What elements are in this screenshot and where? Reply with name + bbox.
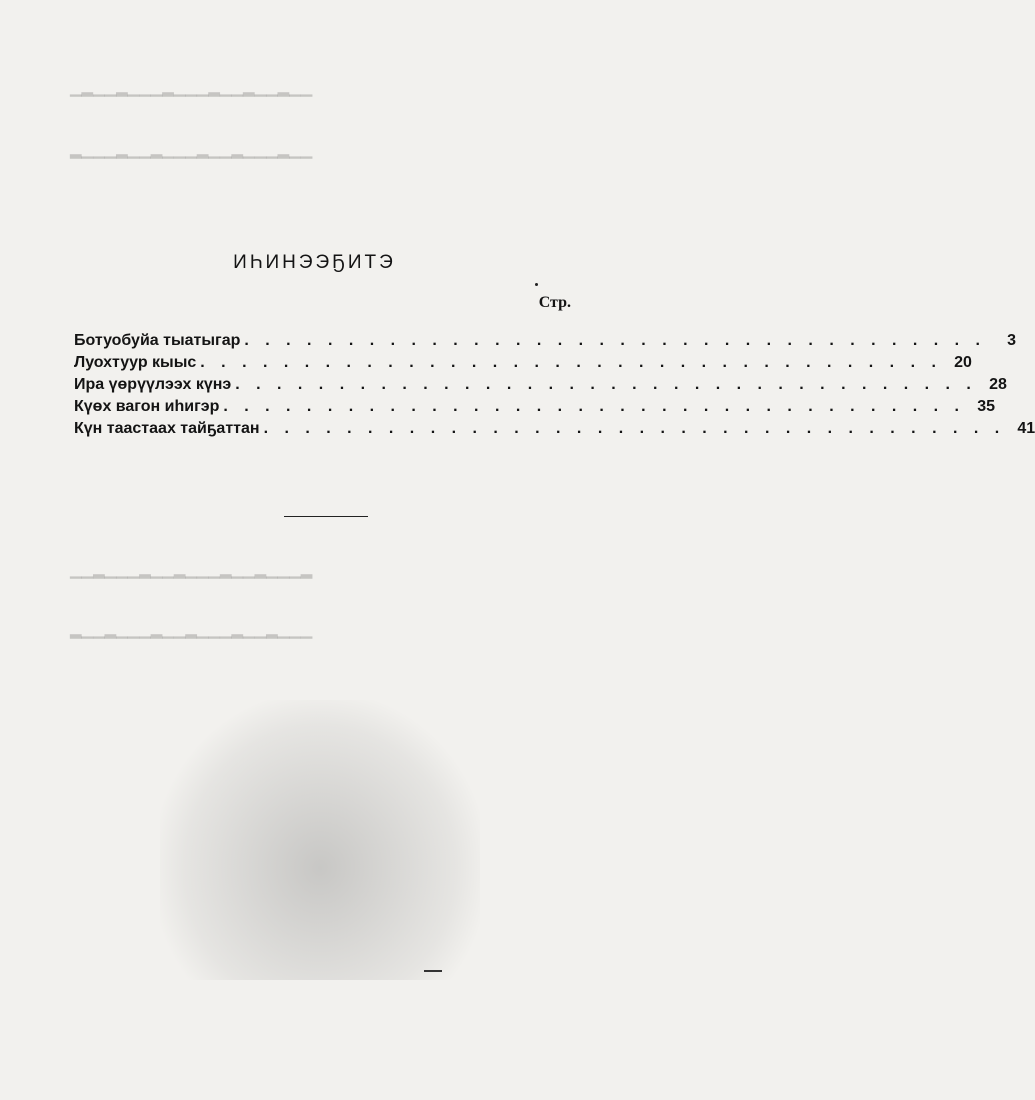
toc-entry[interactable]	[74, 398, 995, 420]
toc-entry-title: Луохтуур кыыс	[74, 354, 197, 371]
page-column-label: Стр.	[538, 294, 571, 311]
section-divider	[284, 516, 368, 517]
dot-leader: . . . . . . . . . . . . . . . . . . . . . . . . . . . . . . . . . . . .	[223, 398, 965, 415]
dot-leader: . . . . . . . . . . . . . . . . . . . . . . . . . . . . . . . . . . . .	[263, 420, 1006, 437]
toc-entry-title: Ира үөрүүлээх күнэ	[74, 376, 232, 393]
toc-entry-page: 35	[977, 398, 995, 415]
show-through-texture: ▁▂▁▁▂▁▁▁▂▁▁▁▂▁▁▂▁▁▂▁▁	[70, 81, 313, 97]
toc-entry[interactable]	[74, 354, 972, 376]
table-of-contents	[74, 332, 1035, 442]
toc-entry-page: 20	[954, 354, 972, 371]
toc-entry[interactable]	[74, 420, 1035, 442]
toc-entry-title: Күн таастаах тайҕаттан	[74, 420, 260, 437]
print-speck	[535, 283, 538, 286]
show-through-illustration	[160, 700, 480, 980]
toc-entry[interactable]	[74, 332, 1016, 354]
toc-entry-title: Ботуобуйа тыатыгар	[74, 332, 241, 349]
toc-entry-page: 3	[1007, 332, 1016, 349]
show-through-texture: ▂▁▁▁▂▁▁▂▁▁▁▂▁▁▂▁▁▁▂▁▁	[70, 143, 313, 159]
toc-entry-title: Күөх вагон иһигэр	[74, 398, 220, 415]
toc-entry-page: 41	[1017, 420, 1035, 437]
dot-leader: . . . . . . . . . . . . . . . . . . . . . . . . . . . . . . . . . . . .	[235, 376, 977, 393]
dot-leader: . . . . . . . . . . . . . . . . . . . . . . . . . . . . . . . . . . . .	[200, 354, 942, 371]
toc-entry-page: 28	[989, 376, 1007, 393]
dot-leader: . . . . . . . . . . . . . . . . . . . . . . . . . . . . . . . . . . . .	[244, 332, 986, 349]
show-through-texture: ▁▁▂▁▁▁▂▁▁▂▁▁▁▂▁▁▂▁▁▁▂	[70, 563, 313, 579]
toc-entry[interactable]	[74, 376, 1007, 398]
show-through-texture: ▂▁▁▂▁▁▁▂▁▁▂▁▁▁▂▁▁▂▁▁▁	[70, 623, 313, 639]
contents-title: ИҺИНЭЭҔИТЭ	[233, 252, 396, 273]
page-dash-mark	[424, 970, 442, 972]
